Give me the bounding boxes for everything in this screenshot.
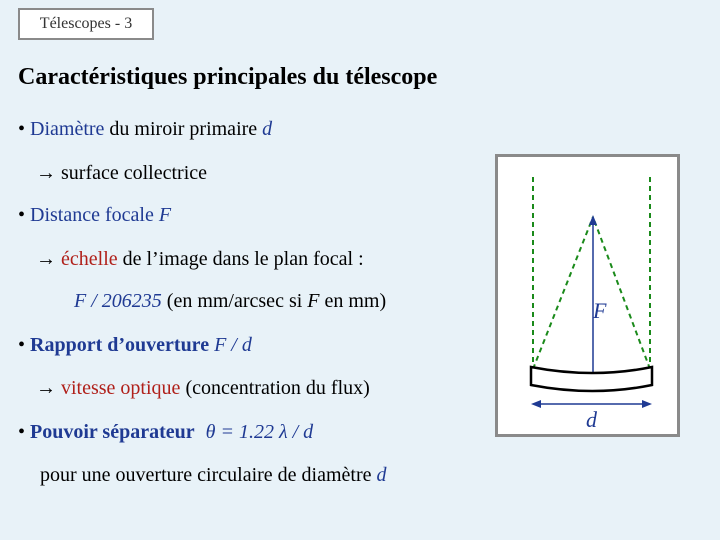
focal-label: F [593,298,607,323]
formula-resolution: θ = 1.22 λ / d [205,421,314,443]
primary-mirror [531,367,652,391]
diameter-arrowhead-left [531,400,541,408]
consequence-focale [36,248,364,271]
reflected-ray-left [533,217,593,369]
arrow-icon: → [36,248,56,270]
item-pouvoir [18,421,313,444]
formula-scale: F / 206235 [74,290,162,312]
diameter-label: d [586,407,597,432]
note-text: pour une ouverture circulaire de diamètre [40,464,372,486]
item-focale [18,204,171,227]
term-focale: Distance focale [30,204,154,226]
symbol-F: F [158,204,172,226]
diameter-arrowhead-right [642,400,652,408]
bullet: • [18,204,26,226]
term-pouvoir: Pouvoir séparateur [30,421,195,443]
formula-note-a: (en mm/arcsec si [166,290,303,312]
consequence-red: échelle [61,248,118,270]
term-rapport: Rapport d’ouverture [30,334,210,356]
formula-note-b: en mm) [324,290,387,312]
consequence-red: vitesse optique [61,377,181,399]
note-pouvoir [40,464,387,487]
symbol-F-over-d: F / d [214,334,252,356]
formula-focale [74,290,386,313]
slide-tag: Télescopes - 3 [18,8,154,40]
bullet: • [18,421,26,443]
formula-note-symbol: F [307,290,320,312]
consequence-text: surface collectrice [61,162,208,184]
reflected-ray-right [593,217,650,369]
telescope-svg [498,157,677,434]
symbol-d: d [262,118,273,140]
arrow-icon: → [36,162,56,184]
term-diametre-rest: du miroir primaire [109,118,258,140]
consequence-rapport [36,377,370,400]
consequence-text: (concentration du flux) [185,377,370,399]
item-diametre [18,118,272,141]
consequence-text: de l’image dans le plan focal : [122,248,364,270]
term-diametre: Diamètre [30,118,105,140]
note-symbol-d: d [376,464,387,486]
arrow-icon: → [36,377,56,399]
focal-arrowhead-top [589,215,597,225]
consequence-diametre [36,162,207,185]
bullet: • [18,118,26,140]
telescope-diagram [495,154,680,437]
item-rapport [18,334,252,357]
slide-title: Caractéristiques principales du télescope [18,64,438,90]
bullet: • [18,334,26,356]
